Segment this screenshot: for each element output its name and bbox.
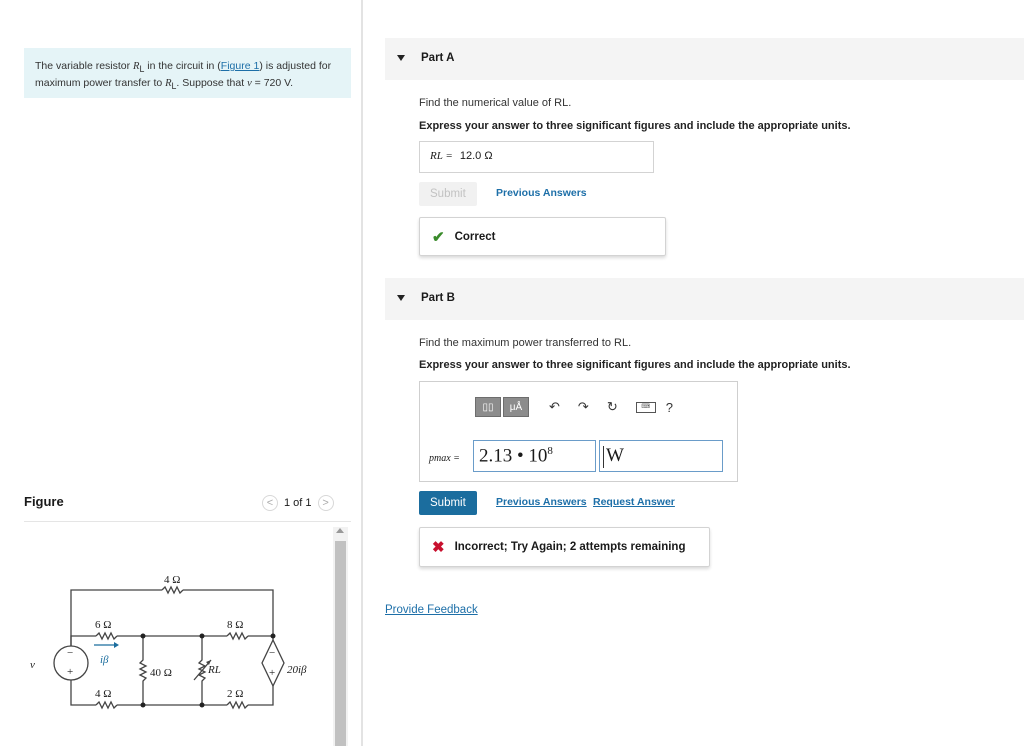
- math-toolbar: [475, 397, 673, 417]
- x-icon: ✖: [432, 539, 445, 556]
- part-b-title: Part B: [421, 292, 455, 304]
- label-rl: RL: [208, 664, 221, 676]
- prev-figure-button[interactable]: <: [262, 495, 278, 511]
- part-a-title: Part A: [421, 52, 455, 64]
- request-answer-link[interactable]: Request Answer: [593, 496, 675, 508]
- label-v: v: [30, 659, 35, 671]
- next-figure-button[interactable]: >: [318, 495, 334, 511]
- figure-pager: [262, 495, 334, 511]
- part-a-header[interactable]: [385, 38, 1024, 80]
- collapse-icon[interactable]: [397, 295, 405, 301]
- label-4-ohm-bottom: 4 Ω: [95, 688, 112, 700]
- unit-value: W: [606, 445, 624, 466]
- problem-text: = 720 V.: [251, 77, 294, 90]
- part-b-submit-button[interactable]: Submit: [419, 491, 477, 515]
- part-b-answer-editor: [419, 381, 738, 482]
- label-dep-source: 20iβ: [287, 664, 307, 676]
- label-dep-plus: +: [269, 667, 276, 679]
- collapse-icon[interactable]: [397, 55, 405, 61]
- var-r: R: [133, 61, 140, 72]
- label-plus: +: [67, 666, 74, 678]
- provide-feedback-link[interactable]: Provide Feedback: [385, 604, 478, 616]
- help-icon[interactable]: ?: [665, 399, 673, 415]
- part-a-answer-value: 12.0 Ω: [459, 150, 493, 162]
- figure-divider: [24, 521, 351, 522]
- problem-text: ) is adjusted for maximum power transfer to: [35, 60, 332, 90]
- part-b-feedback: [419, 527, 710, 567]
- var-r: R: [165, 78, 172, 90]
- part-a-answer-label: RL =: [430, 150, 453, 162]
- templates-button[interactable]: ▯▯: [475, 397, 501, 417]
- part-a-feedback: [419, 217, 666, 256]
- problem-text: in the circuit in (: [144, 60, 221, 72]
- problem-statement: [24, 48, 351, 98]
- part-a-previous-answers-link[interactable]: Previous Answers: [496, 187, 587, 199]
- problem-text: . Suppose that: [176, 77, 248, 90]
- part-a-submit-button[interactable]: Submit: [419, 182, 477, 206]
- part-b-header[interactable]: [385, 278, 1024, 320]
- part-b-feedback-text: Incorrect; Try Again; 2 attempts remaining: [454, 541, 686, 553]
- figure-link[interactable]: Figure 1: [220, 60, 260, 72]
- label-minus: −: [67, 647, 74, 659]
- panel-divider: [361, 0, 363, 746]
- var-sub: L: [171, 81, 177, 92]
- label-4-ohm-top: 4 Ω: [164, 574, 181, 586]
- undo-icon[interactable]: ↶: [549, 399, 560, 414]
- label-2-ohm: 2 Ω: [227, 688, 244, 700]
- label-8-ohm: 8 Ω: [227, 619, 244, 631]
- var-sub: L: [139, 64, 145, 75]
- part-b-instruction: Express your answer to three significant figures and include the appropriate units.: [419, 359, 851, 371]
- part-b-unit-field[interactable]: [599, 440, 723, 472]
- label-6-ohm: 6 Ω: [95, 619, 112, 631]
- redo-icon[interactable]: ↷: [577, 399, 589, 414]
- units-button[interactable]: μÅ: [503, 397, 529, 417]
- label-ib: iβ: [100, 654, 109, 666]
- scroll-up-icon[interactable]: [336, 528, 344, 533]
- value-mantissa: 2.13 • 10: [479, 445, 548, 467]
- text-caret: [603, 446, 604, 468]
- figure-label: Figure: [24, 494, 64, 509]
- part-a-answer-field[interactable]: [419, 141, 654, 173]
- figure-page-count: 1 of 1: [284, 497, 312, 509]
- figure-scrollbar[interactable]: [333, 527, 348, 746]
- check-icon: ✔: [432, 228, 445, 246]
- label-dep-minus: −: [269, 647, 276, 659]
- part-a-feedback-text: Correct: [454, 230, 496, 243]
- part-b-previous-answers-link[interactable]: Previous Answers: [496, 496, 587, 508]
- part-a-question: Find the numerical value of RL.: [419, 97, 572, 109]
- var-v: v: [247, 78, 252, 90]
- part-a-instruction: Express your answer to three significant figures and include the appropriate units.: [419, 120, 851, 132]
- circuit-diagram: [30, 568, 310, 718]
- label-40-ohm: 40 Ω: [150, 667, 172, 679]
- part-b-question: Find the maximum power transferred to RL.: [419, 337, 632, 349]
- keyboard-icon[interactable]: ⌨: [636, 402, 656, 413]
- value-exponent: 8: [547, 445, 553, 457]
- part-b-answer-label: pmax =: [429, 453, 460, 464]
- problem-text: The variable resistor: [35, 60, 134, 72]
- scroll-thumb[interactable]: [335, 541, 346, 746]
- part-b-value-field[interactable]: [473, 440, 596, 472]
- reset-icon[interactable]: ↻: [606, 399, 618, 414]
